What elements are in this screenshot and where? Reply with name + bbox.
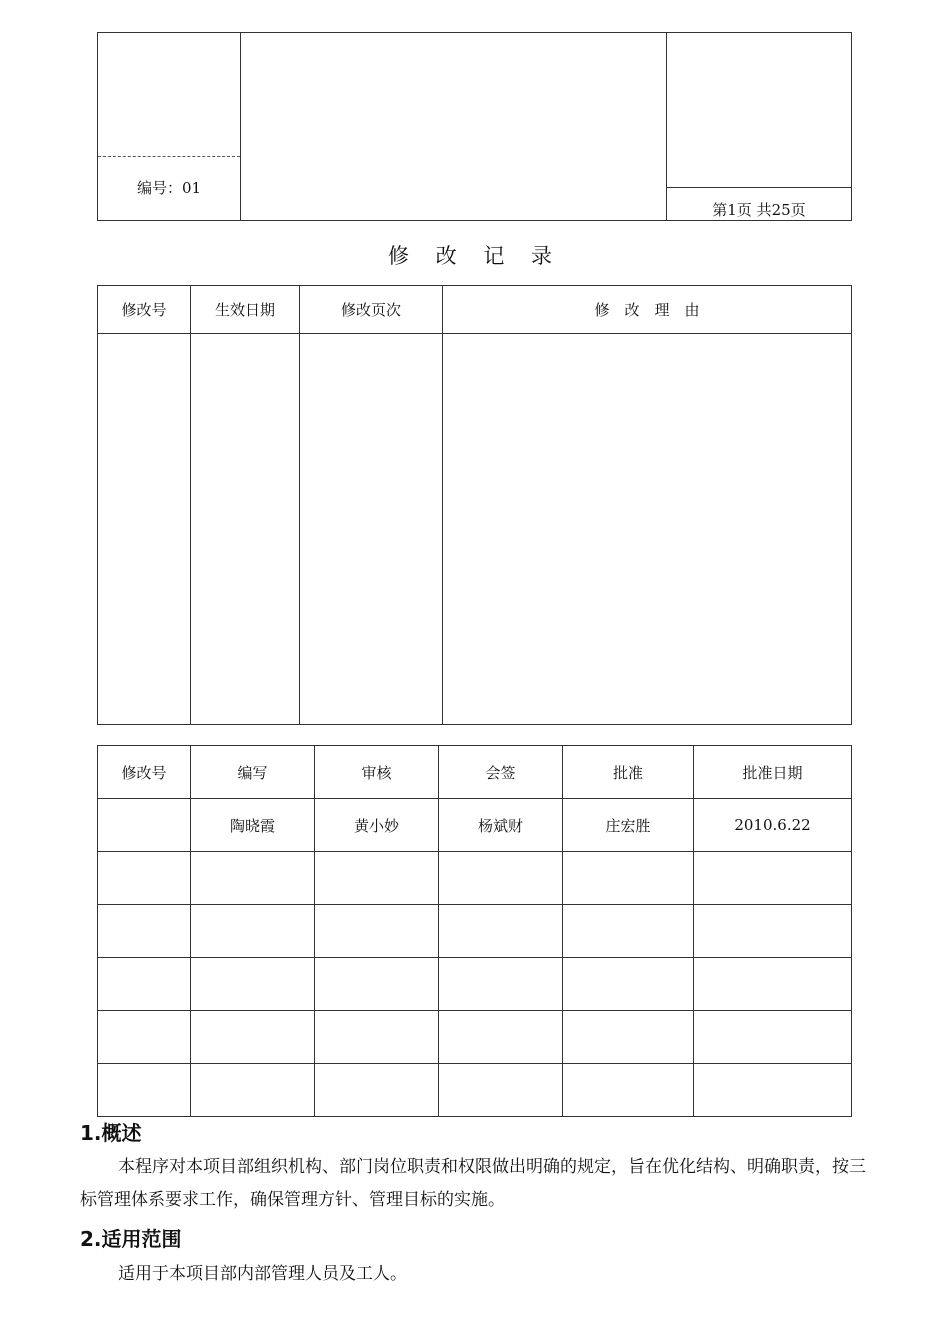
table-row <box>98 852 852 905</box>
table-cell <box>439 905 563 958</box>
table-cell <box>98 1011 191 1064</box>
table-cell <box>563 1064 694 1117</box>
table-cell: 2010.6.22 <box>694 799 852 852</box>
table-cell <box>191 905 315 958</box>
table-cell <box>694 1011 852 1064</box>
table-cell: 杨斌财 <box>439 799 563 852</box>
table-cell <box>191 1011 315 1064</box>
table-cell <box>563 905 694 958</box>
sign-col-number: 修改号 <box>98 746 191 799</box>
table-row <box>98 905 852 958</box>
rev-col-reason: 修 改 理 由 <box>443 286 852 334</box>
table-cell <box>315 852 439 905</box>
document-header-table <box>97 32 852 221</box>
table-row <box>98 1064 852 1117</box>
sign-col-approval-date: 批准日期 <box>694 746 852 799</box>
sign-col-author: 编写 <box>191 746 315 799</box>
table-cell <box>315 958 439 1011</box>
section-body-overview: 本程序对本项目部组织机构、部门岗位职责和权限做出明确的规定，旨在优化结构、明确职责，按三标管理体系要求工作，确保管理方针、管理目标的实施。 <box>80 1157 866 1210</box>
table-cell <box>439 958 563 1011</box>
doc-code-cell <box>98 33 241 221</box>
table-row <box>98 1011 852 1064</box>
table-cell <box>694 1064 852 1117</box>
table-cell <box>98 852 191 905</box>
rev-col-pages: 修改页次 <box>300 286 443 334</box>
header-divider-line <box>98 156 240 157</box>
table-cell: 黄小妙 <box>315 799 439 852</box>
table-row <box>98 799 852 852</box>
table-cell <box>439 1011 563 1064</box>
sign-col-approver: 批准 <box>563 746 694 799</box>
table-cell <box>191 852 315 905</box>
rev-col-effective-date: 生效日期 <box>191 286 300 334</box>
rev-col-number: 修改号 <box>98 286 191 334</box>
table-cell <box>191 1064 315 1117</box>
rev-cell <box>98 334 191 725</box>
table-cell <box>694 905 852 958</box>
table-cell: 陶晓霞 <box>191 799 315 852</box>
rev-cell <box>300 334 443 725</box>
table-cell <box>98 958 191 1011</box>
table-cell <box>98 799 191 852</box>
page-count: 第1页 共25页 <box>667 188 852 221</box>
table-cell <box>98 1064 191 1117</box>
table-cell <box>563 1011 694 1064</box>
section-body-scope: 适用于本项目部内部管理人员及工人。 <box>118 1264 407 1284</box>
revision-record-table <box>97 285 852 725</box>
revision-record-title: 修 改 记 录 <box>387 244 563 268</box>
rev-cell <box>191 334 300 725</box>
table-cell <box>191 958 315 1011</box>
table-cell <box>315 1011 439 1064</box>
table-cell <box>439 1064 563 1117</box>
table-cell <box>315 1064 439 1117</box>
approval-table <box>97 745 852 1117</box>
doc-title-cell <box>241 33 667 221</box>
sign-col-reviewer: 审核 <box>315 746 439 799</box>
header-blank-cell <box>667 33 852 188</box>
section-heading-scope: 2.适用范围 <box>80 1227 182 1251</box>
table-row <box>98 958 852 1011</box>
doc-code: 编号：01 <box>136 179 202 197</box>
table-cell <box>563 958 694 1011</box>
rev-cell <box>443 334 852 725</box>
section-heading-overview: 1.概述 <box>80 1121 142 1145</box>
table-cell <box>98 905 191 958</box>
table-cell: 庄宏胜 <box>563 799 694 852</box>
table-cell <box>315 905 439 958</box>
sign-col-countersign: 会签 <box>439 746 563 799</box>
table-cell <box>694 958 852 1011</box>
table-cell <box>439 852 563 905</box>
table-cell <box>694 852 852 905</box>
table-cell <box>563 852 694 905</box>
